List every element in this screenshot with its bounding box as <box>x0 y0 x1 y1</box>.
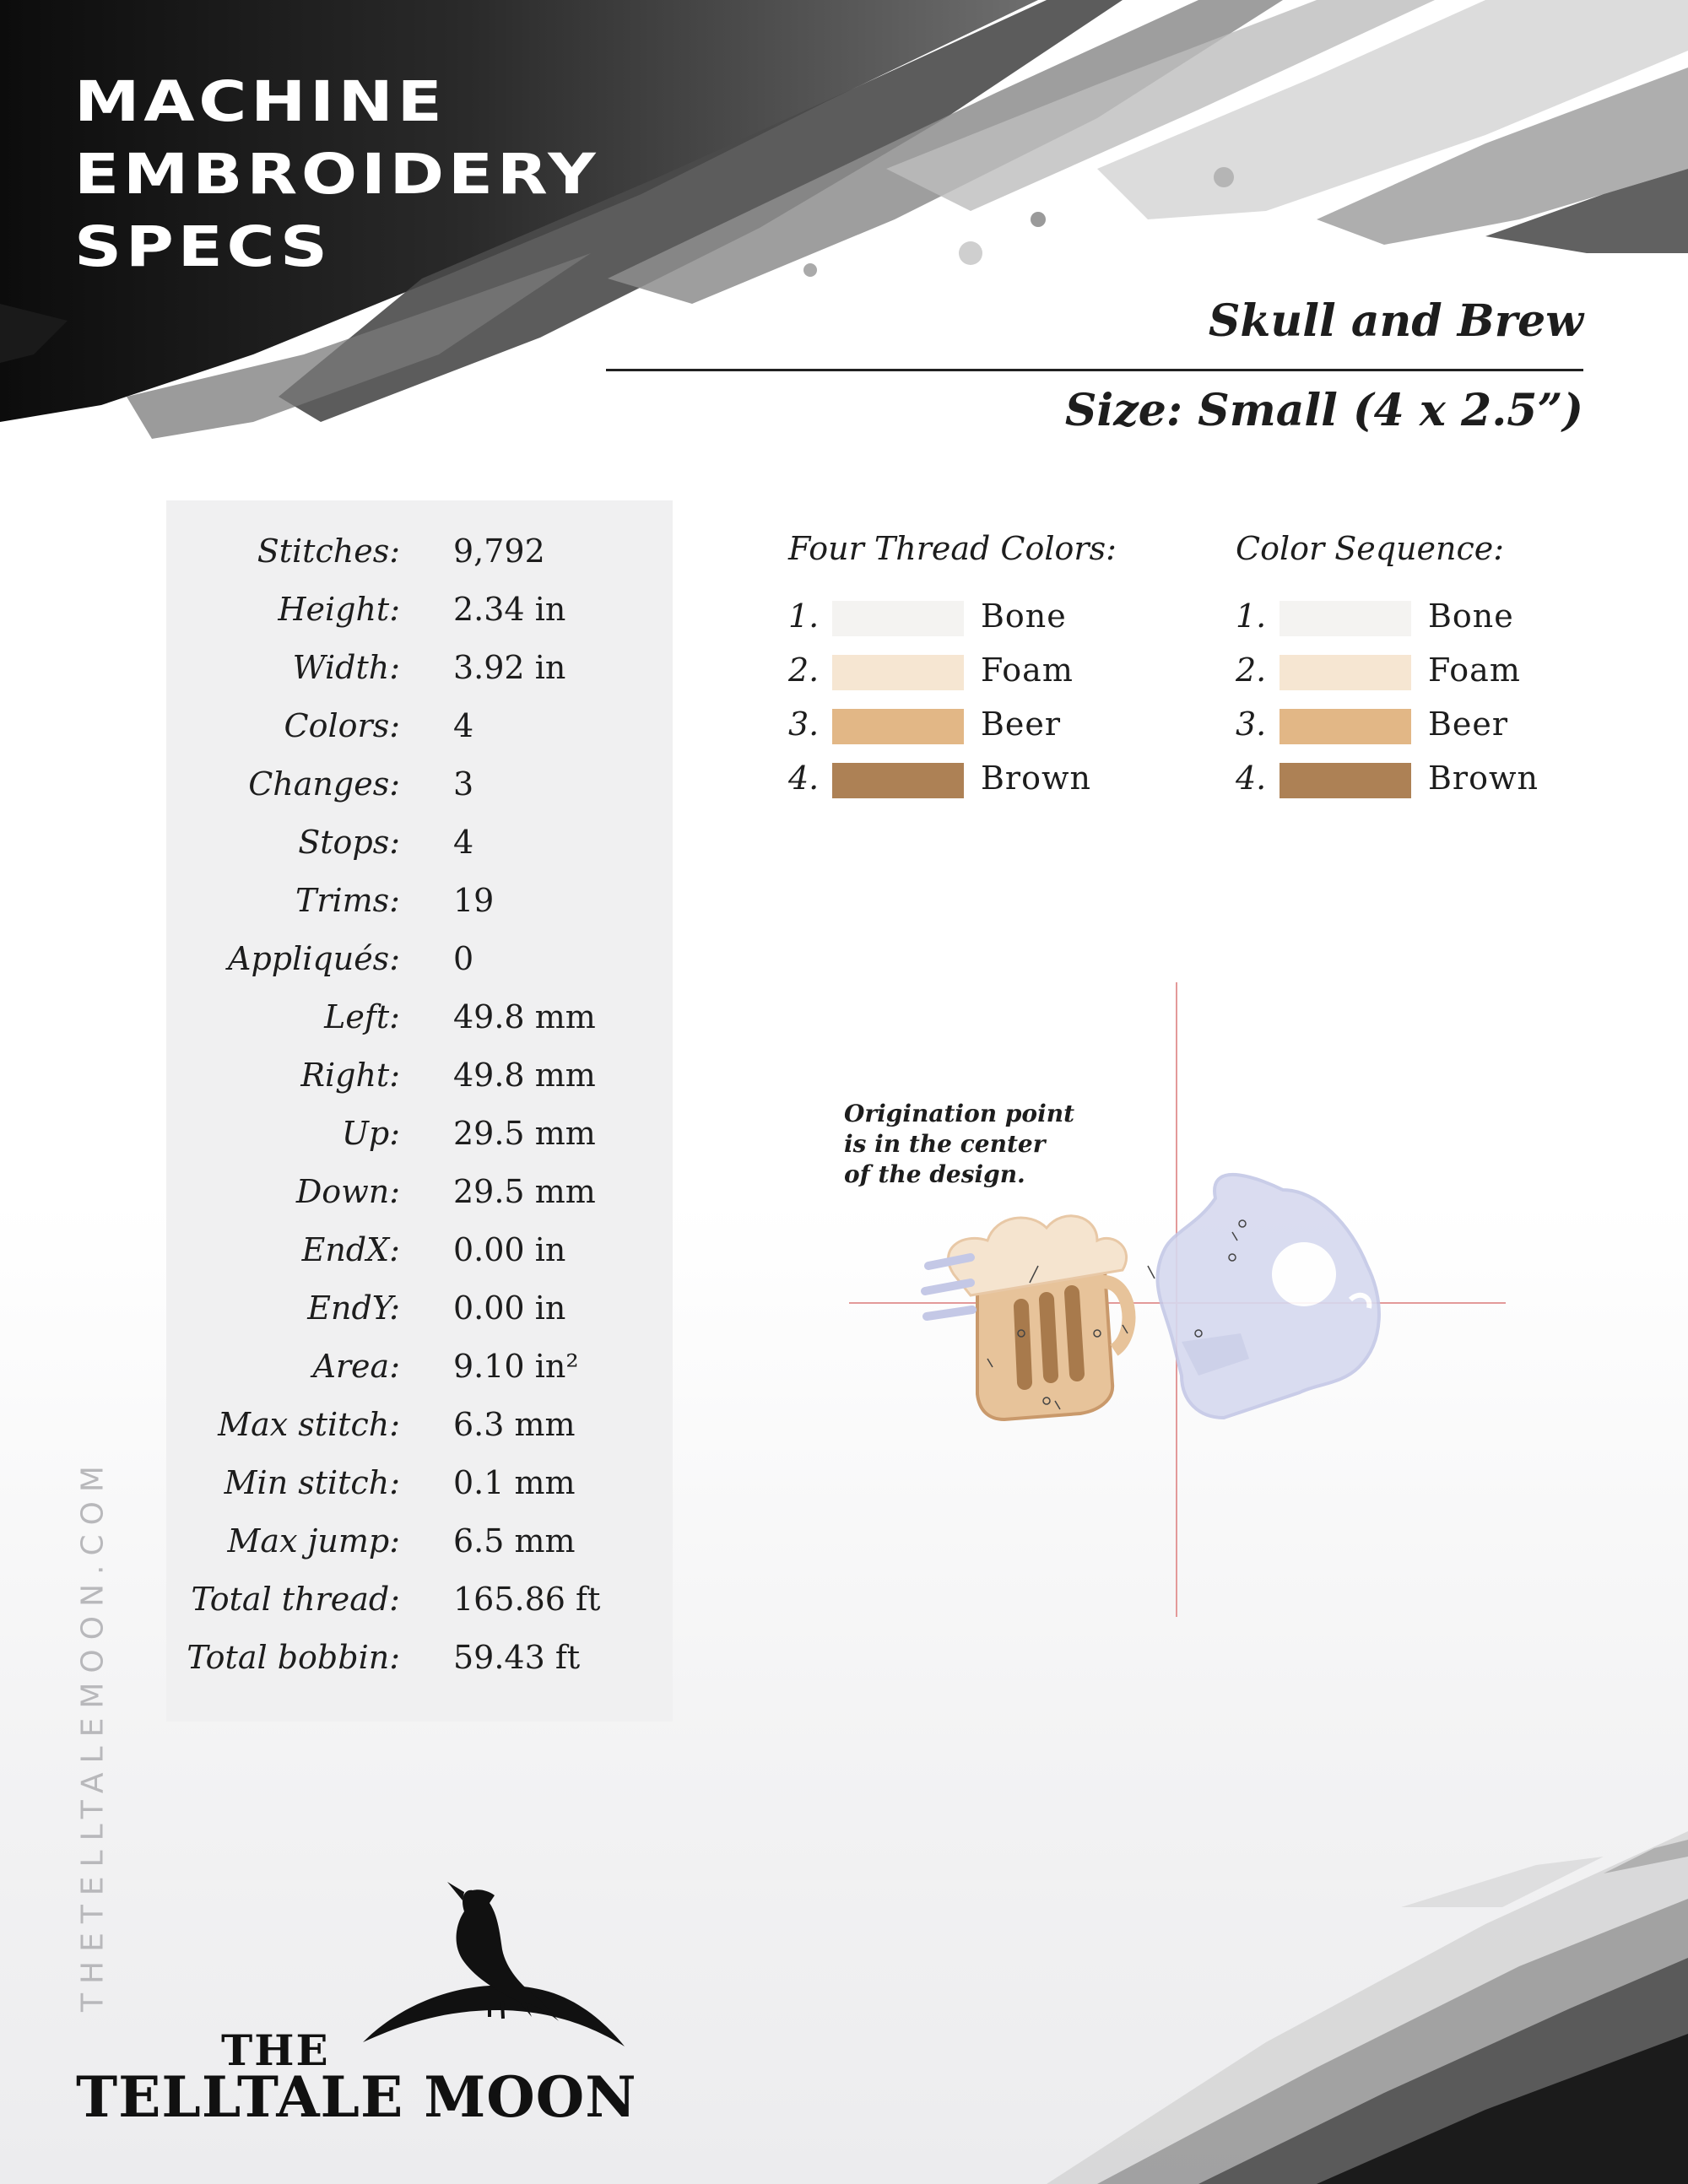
color-row <box>1236 758 1641 798</box>
spec-value: 3 <box>453 765 474 803</box>
title-line-3: SPECS <box>74 214 332 279</box>
spec-value: 6.5 mm <box>453 1522 576 1560</box>
spec-label: Right: <box>300 1057 400 1094</box>
spec-row <box>166 1108 673 1159</box>
spec-row <box>166 1574 673 1624</box>
spec-row <box>166 1050 673 1100</box>
spec-label: Min stitch: <box>224 1464 400 1501</box>
spec-label: Stitches: <box>257 532 400 570</box>
color-row <box>1236 704 1641 744</box>
spec-value: 59.43 ft <box>453 1639 581 1676</box>
thread-colors-heading: Four Thread Colors: <box>788 530 1117 567</box>
color-swatch <box>832 601 964 636</box>
spec-label: Width: <box>292 649 400 686</box>
color-swatch <box>832 709 964 744</box>
spec-value: 165.86 ft <box>453 1581 601 1618</box>
color-swatch <box>1280 709 1411 744</box>
spec-value: 29.5 mm <box>453 1173 596 1210</box>
origin-note-line-2: is in the center <box>844 1130 1046 1158</box>
spec-label: EndX: <box>301 1231 400 1268</box>
spec-value: 2.34 in <box>453 591 566 628</box>
beer-mug-icon <box>949 1216 1129 1419</box>
color-number: 1. <box>788 597 820 635</box>
color-sequence-heading: Color Sequence: <box>1236 530 1505 567</box>
spec-row <box>166 1399 673 1450</box>
spec-label: Total thread: <box>191 1581 400 1618</box>
color-row <box>788 704 1193 744</box>
spec-value: 9.10 in² <box>453 1348 579 1385</box>
spec-value: 49.8 mm <box>453 1057 596 1094</box>
side-url: THETELLTALEMOON.COM <box>75 1457 111 2012</box>
spec-row <box>166 1224 673 1275</box>
specs-panel <box>166 500 673 1722</box>
color-name: Beer <box>1428 705 1509 743</box>
spec-value: 4 <box>453 824 474 861</box>
color-row <box>788 596 1193 636</box>
spec-row <box>166 817 673 868</box>
spec-row <box>166 1457 673 1508</box>
origin-note-line-3: of the design. <box>844 1160 1025 1188</box>
color-name: Bone <box>981 597 1067 635</box>
spec-row <box>166 700 673 751</box>
spec-value: 29.5 mm <box>453 1115 596 1152</box>
color-row <box>788 758 1193 798</box>
spec-value: 0.00 in <box>453 1289 566 1327</box>
skull-icon <box>1157 1175 1378 1418</box>
spec-value: 19 <box>453 882 495 919</box>
color-number: 4. <box>1236 760 1267 797</box>
spec-label: Left: <box>324 998 400 1035</box>
color-swatch <box>1280 655 1411 690</box>
color-name: Bone <box>1428 597 1514 635</box>
origin-note <box>844 1099 1074 1190</box>
spec-row <box>166 759 673 809</box>
color-name: Foam <box>1428 651 1521 689</box>
spec-label: Down: <box>295 1173 400 1210</box>
logo-text-the: THE <box>221 2025 330 2075</box>
logo-text-main: TELLTALE MOON <box>76 2064 637 2130</box>
color-swatch <box>832 655 964 690</box>
spec-label: Area: <box>312 1348 400 1385</box>
spec-row <box>166 1632 673 1683</box>
spec-label: Max jump: <box>227 1522 400 1560</box>
raven-on-crescent-icon <box>338 1865 641 2068</box>
color-row <box>1236 650 1641 690</box>
spec-value: 0.1 mm <box>453 1464 576 1501</box>
spec-label: Changes: <box>248 765 400 803</box>
spec-row <box>166 875 673 926</box>
spec-row <box>166 526 673 576</box>
page-title <box>74 66 600 284</box>
color-row <box>788 650 1193 690</box>
spec-row <box>166 584 673 635</box>
color-swatch <box>832 763 964 798</box>
spec-row <box>166 1516 673 1566</box>
title-line-1: MACHINE <box>74 69 446 134</box>
spec-row <box>166 992 673 1042</box>
spec-value: 49.8 mm <box>453 998 596 1035</box>
design-size: Size: Small (4 x 2.5”) <box>1064 385 1583 436</box>
header-divider <box>606 369 1583 371</box>
spec-label: EndY: <box>307 1289 400 1327</box>
spec-label: Total bobbin: <box>187 1639 400 1676</box>
spec-row <box>166 1341 673 1392</box>
spec-value: 6.3 mm <box>453 1406 576 1443</box>
design-name: Skull and Brew <box>1208 295 1583 347</box>
spec-label: Colors: <box>284 707 400 744</box>
color-number: 2. <box>788 651 820 689</box>
spec-label: Height: <box>278 591 400 628</box>
color-swatch <box>1280 763 1411 798</box>
spec-label: Up: <box>341 1115 400 1152</box>
spec-row <box>166 1283 673 1333</box>
spec-label: Stops: <box>298 824 400 861</box>
color-number: 1. <box>1236 597 1267 635</box>
spec-value: 9,792 <box>453 532 545 570</box>
color-number: 2. <box>1236 651 1267 689</box>
color-number: 4. <box>788 760 820 797</box>
spec-value: 4 <box>453 707 474 744</box>
color-name: Foam <box>981 651 1074 689</box>
spec-label: Appliqués: <box>228 940 400 977</box>
spec-row <box>166 1166 673 1217</box>
origin-note-line-1: Origination point <box>844 1100 1075 1127</box>
color-swatch <box>1280 601 1411 636</box>
color-row <box>1236 596 1641 636</box>
spec-label: Max stitch: <box>218 1406 400 1443</box>
color-name: Brown <box>981 760 1091 797</box>
color-name: Brown <box>1428 760 1539 797</box>
spec-label: Trims: <box>295 882 400 919</box>
spec-value: 3.92 in <box>453 649 566 686</box>
spec-row <box>166 642 673 693</box>
color-name: Beer <box>981 705 1062 743</box>
color-number: 3. <box>1236 705 1267 743</box>
title-line-2: EMBROIDERY <box>74 142 600 207</box>
spec-value: 0 <box>453 940 474 977</box>
design-preview <box>844 979 1519 1620</box>
spec-value: 0.00 in <box>453 1231 566 1268</box>
color-number: 3. <box>788 705 820 743</box>
spec-row <box>166 933 673 984</box>
